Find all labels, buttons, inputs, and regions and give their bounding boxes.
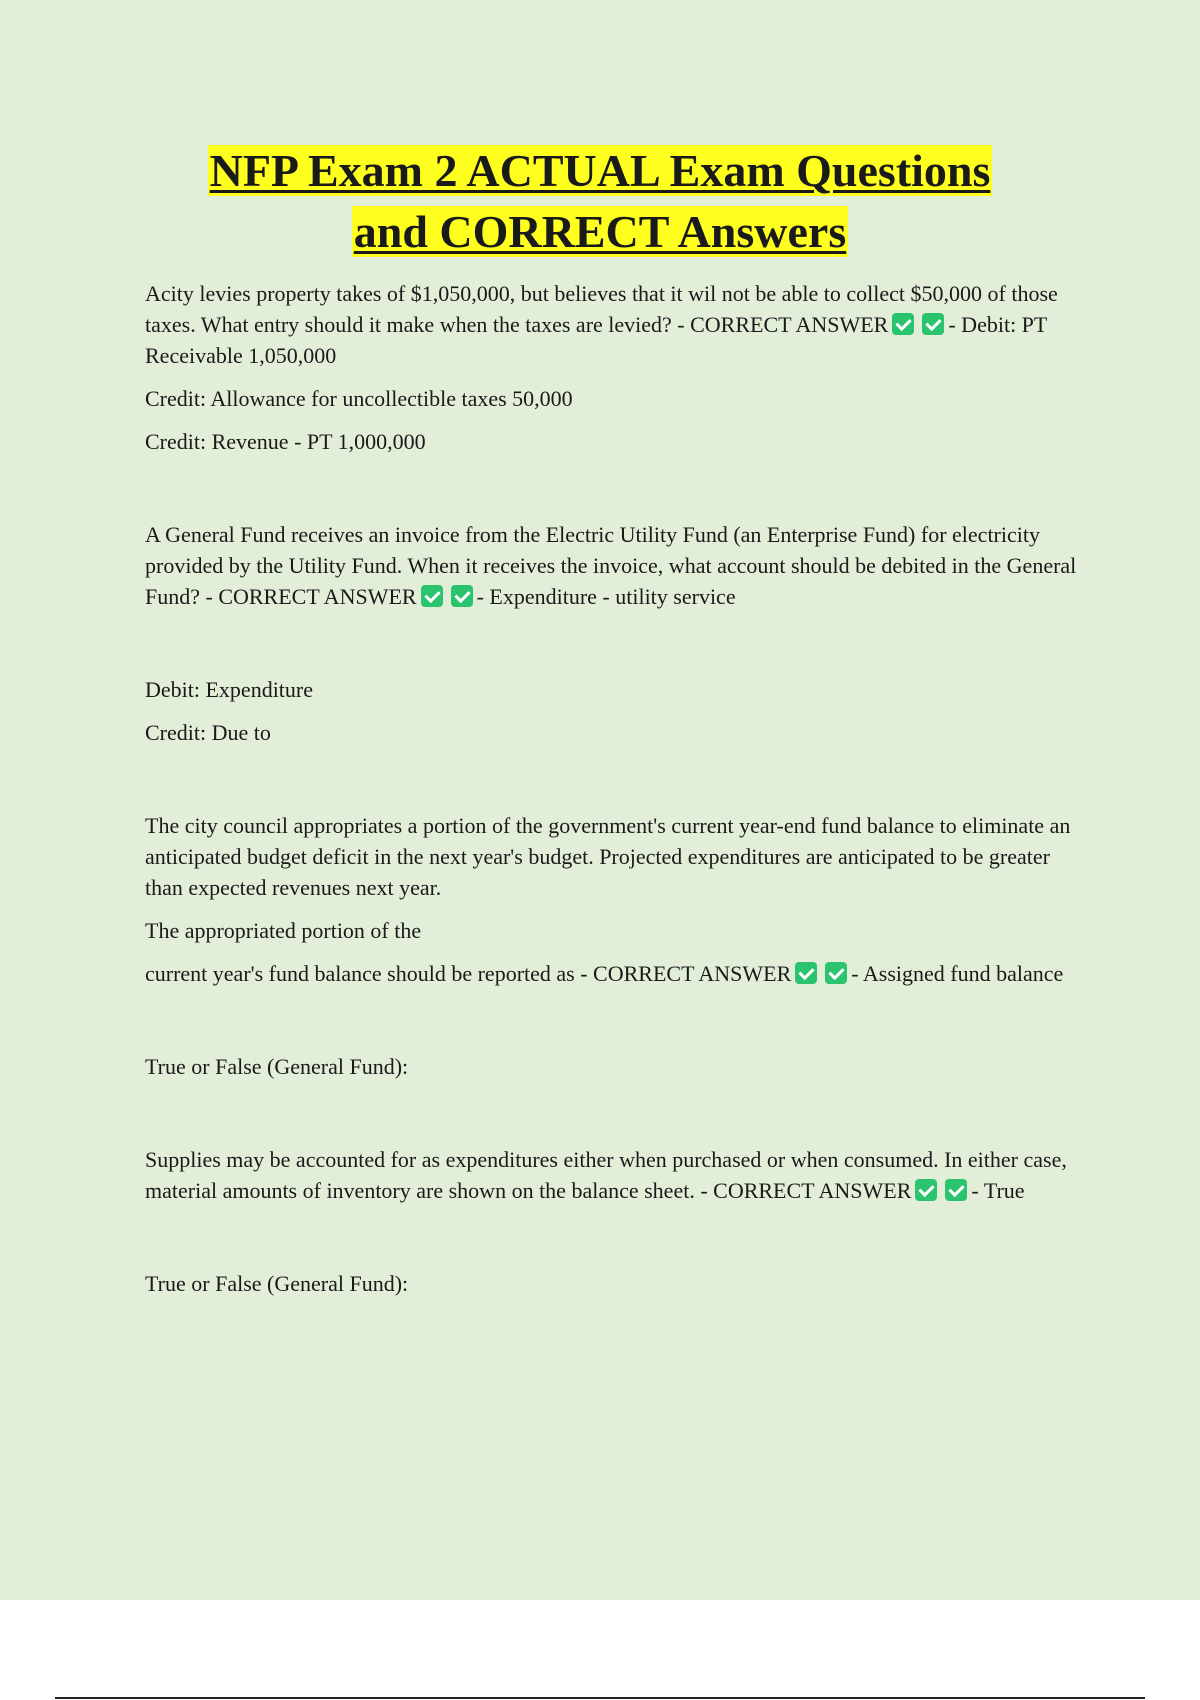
check-box-icon [451, 585, 473, 607]
q1-question: Acity levies property takes of $1,050,000, but believes that it wil not be able to collect $50,000 of those taxes. What entry should it make when the taxes are levied? - CORRECT ANSWER [145, 281, 1058, 337]
q2-answer-line-2: Debit: Expenditure [145, 677, 314, 702]
check-box-icon [825, 962, 847, 984]
q4-heading: True or False (General Fund): [145, 1054, 409, 1079]
q3-question: current year's fund balance should be reported as - CORRECT ANSWER [145, 961, 792, 986]
q2-question-paragraph [145, 519, 1085, 612]
q2-question: A General Fund receives an invoice from the Electric Utility Fund (an Enterprise Fund) for electricity provided by the Utility Fund. When it receives the invoice, what account should be debited in the General Fund? - CORRECT ANSWER [145, 522, 1077, 609]
q1-question-paragraph [145, 278, 1085, 371]
check-box-icon [795, 962, 817, 984]
q3-question-paragraph [145, 958, 1085, 989]
q3-answer: - Assigned fund balance [851, 961, 1064, 986]
check-box-icon [421, 585, 443, 607]
document-title [0, 140, 1200, 262]
title-line-2: and CORRECT Answers [353, 206, 847, 257]
q4-answer: - True [971, 1178, 1025, 1203]
q4-question: Supplies may be accounted for as expenditures either when purchased or when consumed. In either case, material amounts of inventory are shown on the balance sheet. - CORRECT ANSWER [145, 1147, 1067, 1203]
q2-answer: - Expenditure - utility service [476, 584, 736, 609]
check-box-icon [892, 313, 914, 335]
q2-answer-line-3: Credit: Due to [145, 720, 271, 745]
q3-paragraph-1: The city council appropriates a portion of the government's current year-end fund balance to eliminate an anticipated budget deficit in the next year's budget. Projected expenditures are anticipated to be greater than expected revenues next year. [145, 813, 1071, 900]
q1-answer: - Debit: PT Receivable 1,050,000 [145, 312, 1047, 368]
q1-answer-line-3: Credit: Revenue - PT 1,000,000 [145, 429, 426, 454]
document-body [145, 278, 1085, 1299]
check-box-icon [922, 313, 944, 335]
q4-question-paragraph [145, 1144, 1085, 1206]
q3-paragraph-2: The appropriated portion of the [145, 918, 422, 943]
title-line-1: NFP Exam 2 ACTUAL Exam Questions [209, 145, 991, 196]
q1-answer-line-2: Credit: Allowance for uncollectible taxes 50,000 [145, 386, 573, 411]
q5-heading: True or False (General Fund): [145, 1271, 409, 1296]
check-box-icon [945, 1179, 967, 1201]
footer-divider [55, 1697, 1145, 1699]
check-box-icon [915, 1179, 937, 1201]
